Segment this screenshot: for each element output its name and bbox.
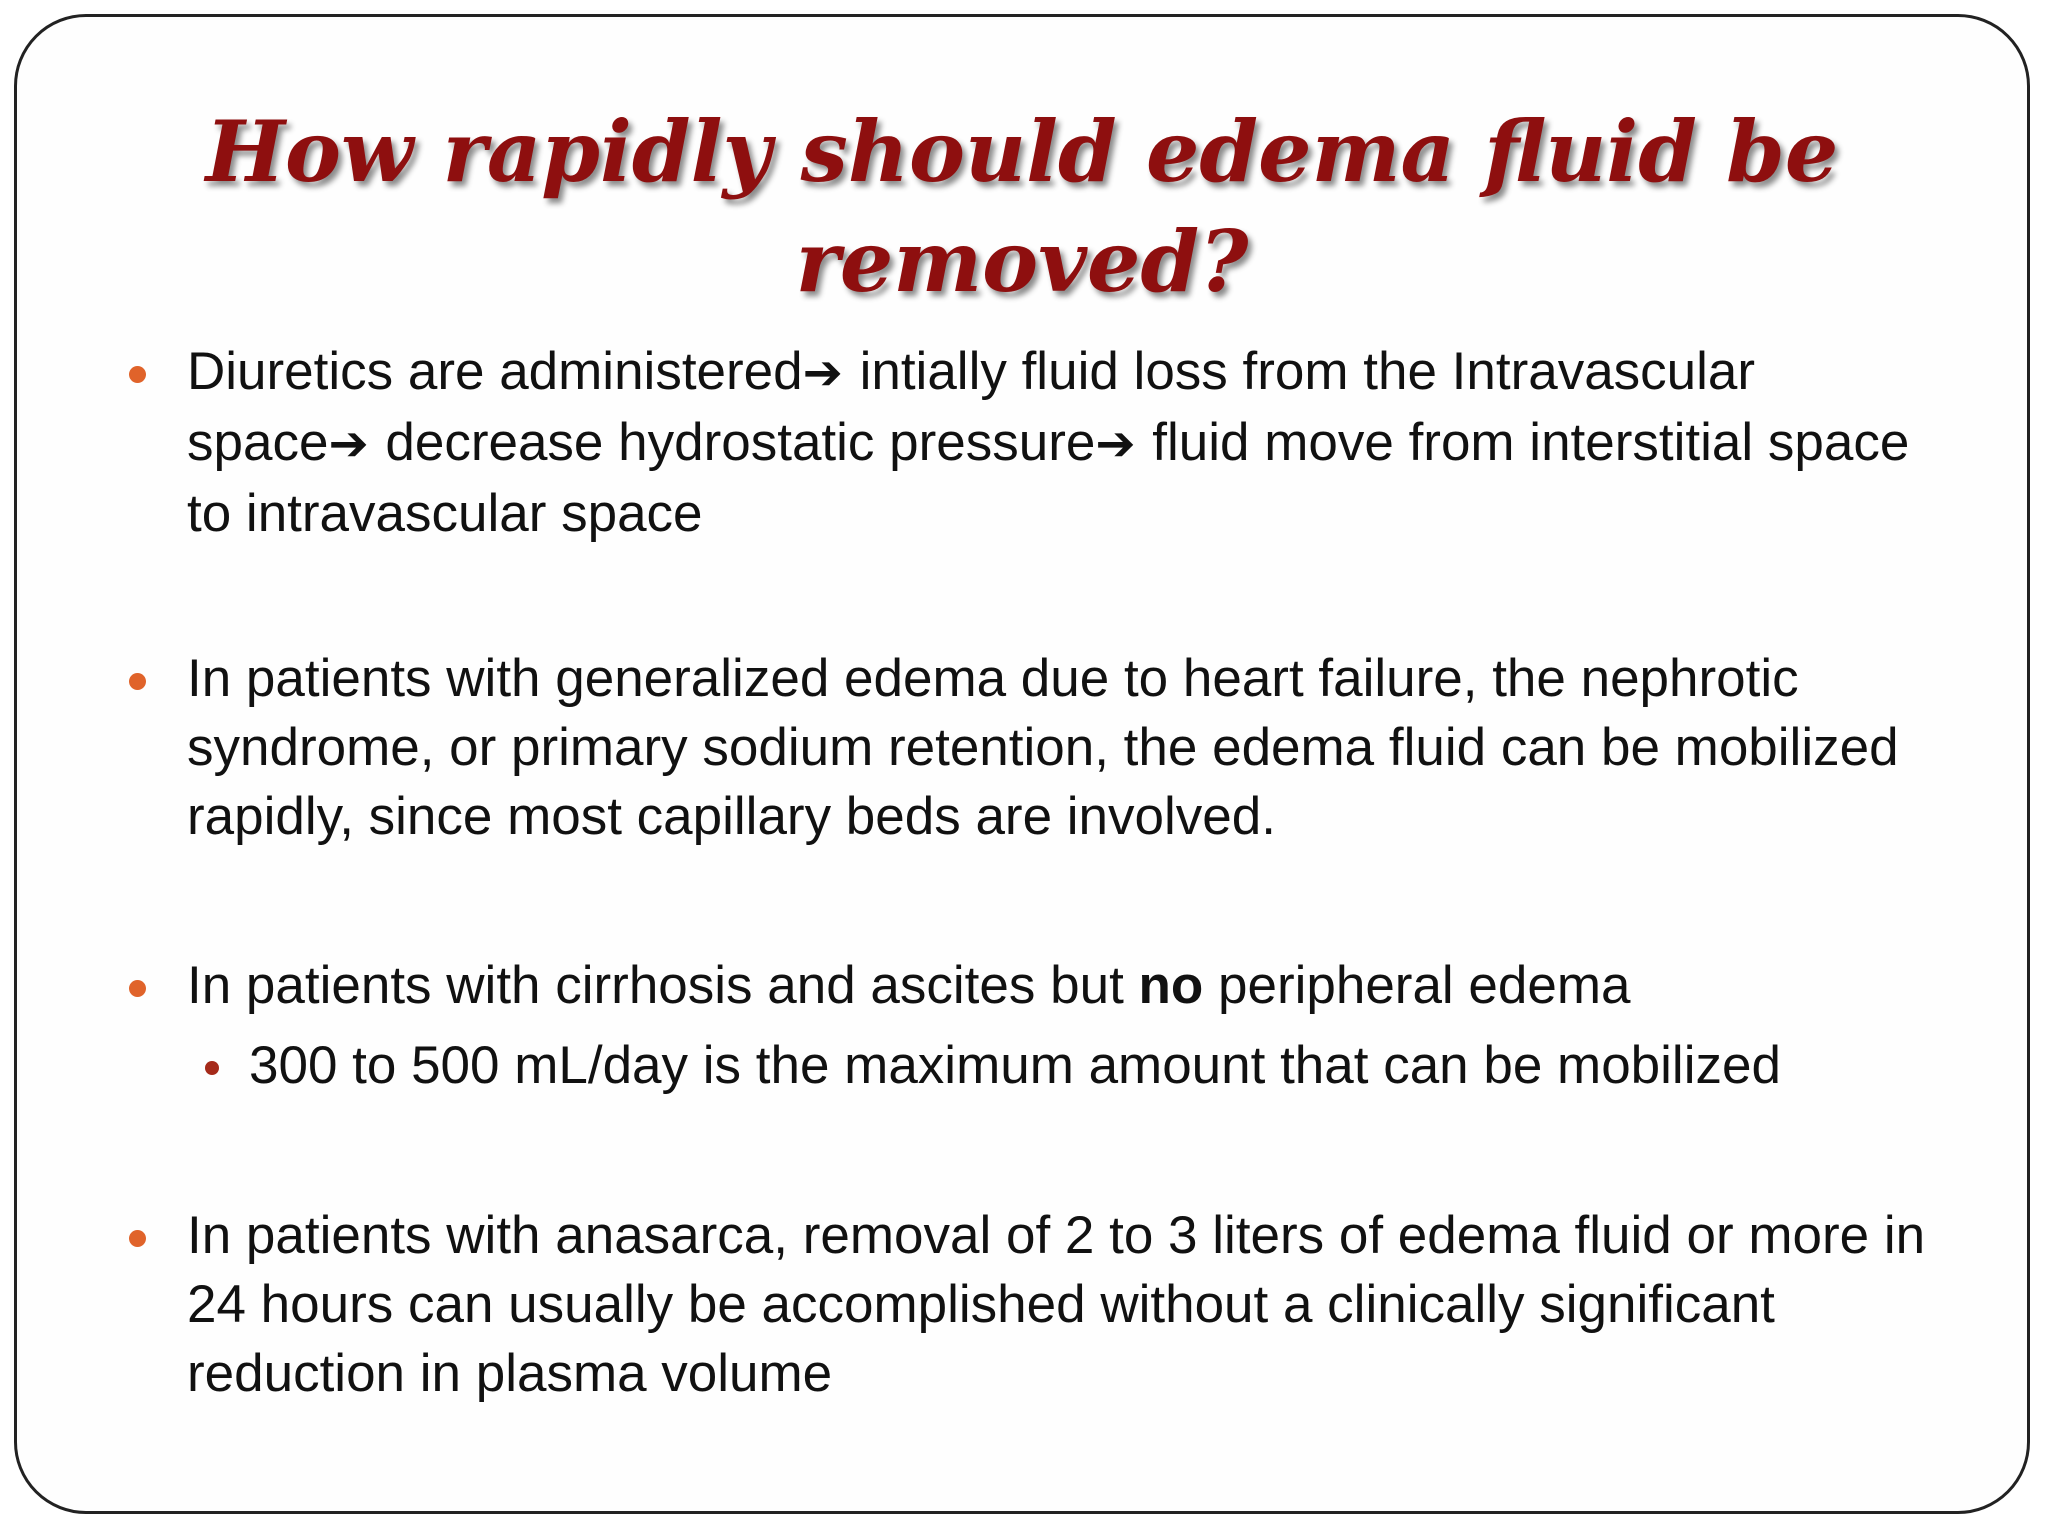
- bullet-dot-icon: [129, 673, 146, 690]
- slide-title-line-2: removed?: [795, 212, 1249, 311]
- bullet-1-text-2: intially fluid loss from the Intravascular space: [187, 342, 1756, 472]
- sub-bullet-dot-icon: [205, 1061, 219, 1075]
- bullet-1-text-4: fluid move from interstitial space to intravascular space: [187, 413, 1910, 543]
- bullet-1-text-1: Diuretics are administered: [187, 342, 803, 401]
- bullet-dot-icon: [129, 980, 146, 997]
- slide-title-line-1: How rapidly should edema fluid be: [205, 102, 1839, 201]
- bullet-list: [17, 17, 2027, 1511]
- right-arrow-icon: ➔: [328, 416, 369, 472]
- bullet-1-text-3: decrease hydrostatic pressure: [370, 413, 1096, 472]
- right-arrow-icon: ➔: [802, 345, 843, 401]
- bullet-item-diuretics: [187, 337, 1947, 548]
- slide: [14, 14, 2030, 1514]
- bullet-3-text-after: peripheral edema: [1203, 956, 1631, 1015]
- bullet-dot-icon: [129, 1230, 146, 1247]
- right-arrow-icon: ➔: [1095, 416, 1136, 472]
- bullet-item-cirrhosis: [187, 951, 1947, 1020]
- bullet-item-generalized-edema: In patients with generalized edema due to heart failure, the nephrotic syndrome, or primary sodium retention, the edema fluid can be mobilized rapidly, since most capillary beds are involved.: [187, 649, 1899, 846]
- bullet-3-emphasis: no: [1138, 956, 1204, 1015]
- bullet-3-text-before: In patients with cirrhosis and ascites but: [187, 956, 1139, 1015]
- bullet-item-anasarca: In patients with anasarca, removal of 2 to 3 liters of edema fluid or more in 24 hours can usually be accomplished without a clinically significant reduction in plasma volume: [187, 1206, 1926, 1403]
- bullet-dot-icon: [129, 366, 146, 383]
- sub-bullet-item-max-mobilization: 300 to 500 mL/day is the maximum amount that can be mobilized: [249, 1036, 1781, 1095]
